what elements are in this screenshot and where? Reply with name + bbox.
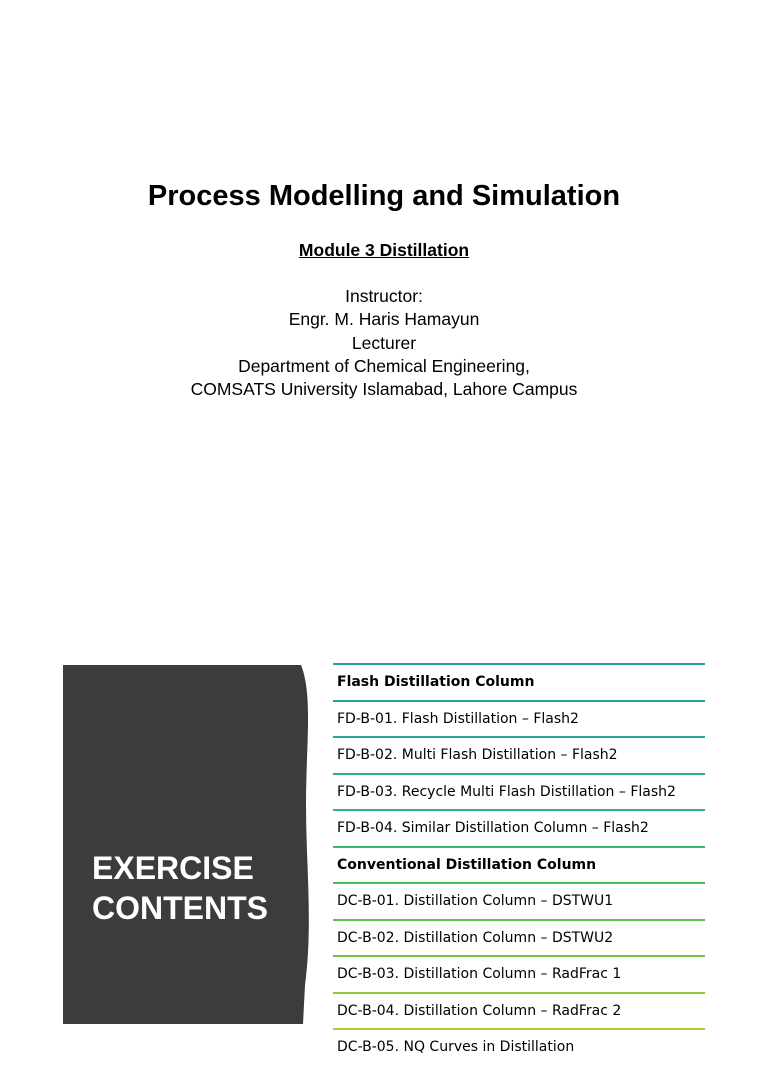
exercise-item: DC-B-01. Distillation Column – DSTWU1 <box>337 893 614 909</box>
heading-line-2: CONTENTS <box>92 890 268 926</box>
university-name: COMSATS University Islamabad, Lahore Campus <box>190 379 578 400</box>
exercise-item: FD-B-01. Flash Distillation – Flash2 <box>337 710 579 727</box>
exercise-item: DC-B-02. Distillation Column – DSTWU2 <box>337 929 614 946</box>
module-subtitle: Module 3 Distillation <box>298 240 470 260</box>
exercise-item: FD-B-03. Recycle Multi Flash Distillation – Flash2 <box>337 783 676 800</box>
heading-line-1: EXERCISE <box>92 850 254 886</box>
exercise-item: DC-B-03. Distillation Column – RadFrac 1 <box>337 966 622 982</box>
exercise-item: FD-B-02. Multi Flash Distillation – Flash2 <box>337 747 618 763</box>
exercise-contents-heading <box>92 848 312 928</box>
department-name: Department of Chemical Engineering, <box>238 355 530 376</box>
panel-shape <box>63 665 323 1024</box>
instructor-info <box>0 285 768 401</box>
presentation-title: Process Modelling and Simulation <box>147 180 621 212</box>
section-heading: Flash Distillation Column <box>337 674 535 690</box>
contents-list <box>333 663 705 1065</box>
instructor-label: Instructor: <box>345 286 423 306</box>
heading-panel <box>63 665 323 1024</box>
exercise-item: DC-B-04. Distillation Column – RadFrac 2 <box>337 1002 622 1019</box>
contents-slide <box>0 640 768 1055</box>
section-heading: Conventional Distillation Column <box>337 856 597 873</box>
exercise-item: DC-B-05. NQ Curves in Distillation <box>337 1039 575 1055</box>
instructor-name: Engr. M. Haris Hamayun <box>288 309 480 330</box>
exercise-item: FD-B-04. Similar Distillation Column – Flash2 <box>337 820 649 836</box>
instructor-title: Lecturer <box>351 332 417 353</box>
